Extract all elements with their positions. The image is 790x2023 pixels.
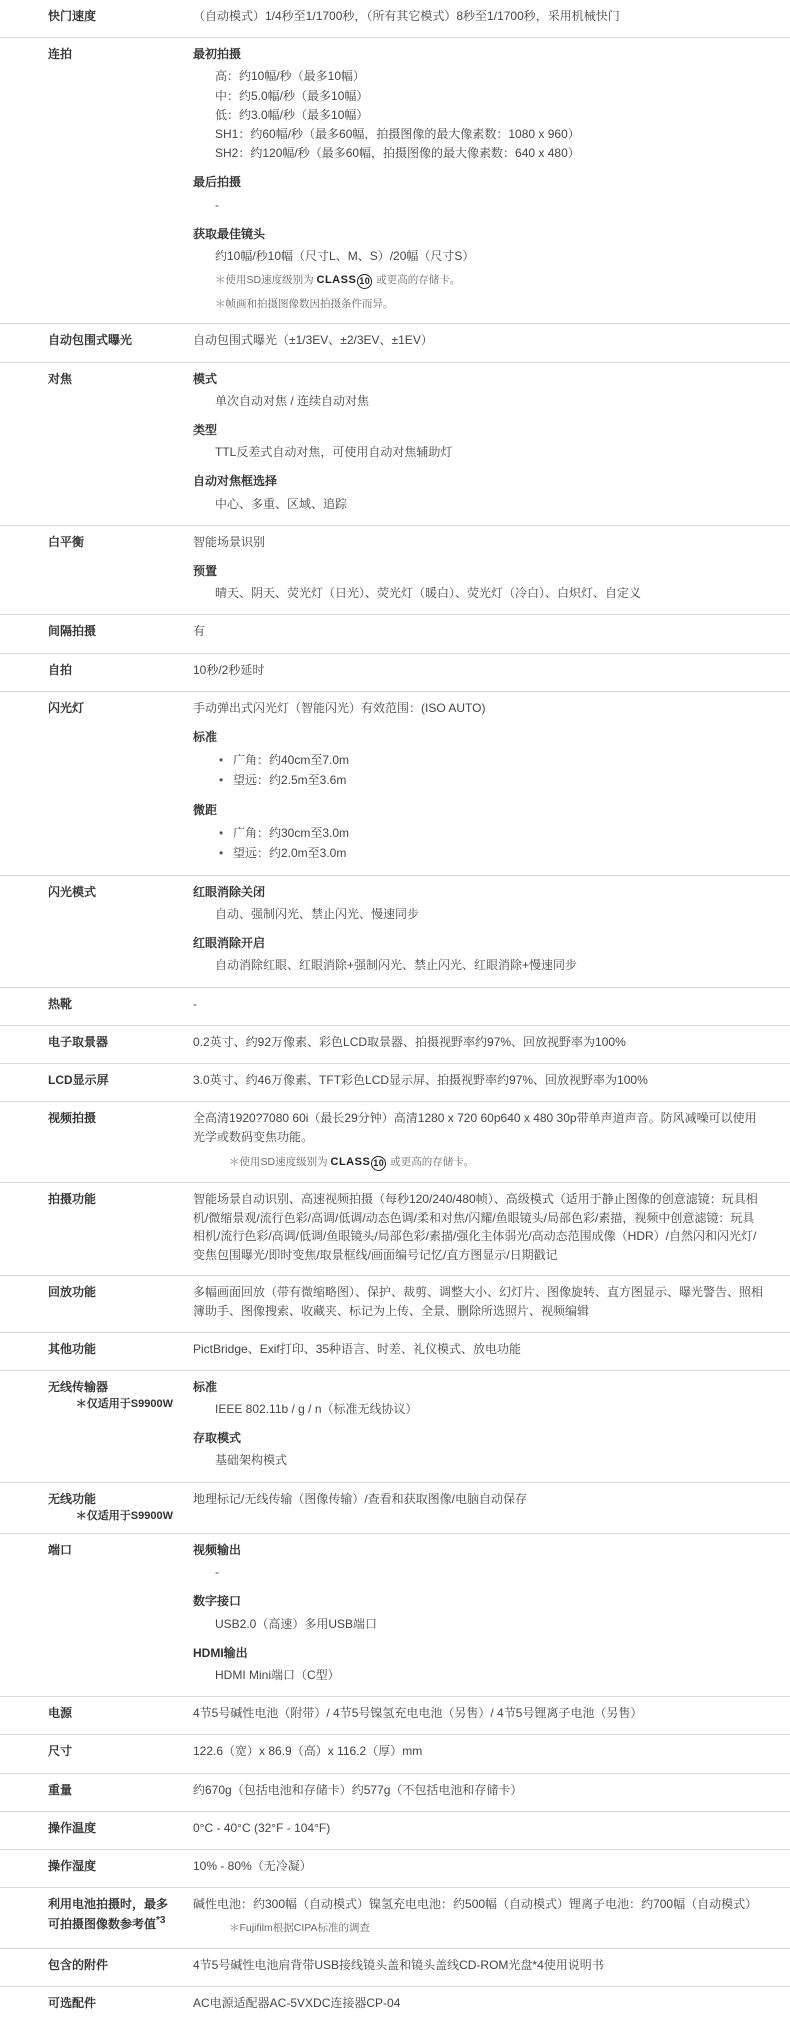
spec-line: 4节5号碱性电池 <box>193 1958 279 1973</box>
spec-label-wireless-function <box>0 1482 183 1534</box>
sd-class-badge: CLASS 10 <box>331 1154 388 1172</box>
spec-group <box>193 45 766 163</box>
spec-group-body <box>193 331 766 350</box>
spec-group <box>193 1429 766 1470</box>
spec-group-body <box>193 392 766 411</box>
spec-line: 自动消除红眼、红眼消除+强制闪光、禁止闪光、红眼消除+慢速同步 <box>215 958 578 973</box>
spec-group <box>193 622 766 641</box>
spec-group-body <box>193 1666 766 1685</box>
spec-group-body <box>193 495 766 514</box>
spec-group-body <box>193 443 766 462</box>
spec-line: 约577g（不包括电池和存储卡） <box>351 1782 523 1797</box>
table-row <box>0 0 790 38</box>
spec-label-text: 无线功能 <box>48 1491 97 1506</box>
spec-label-text: 电源 <box>48 1706 73 1721</box>
spec-footnote: ＊使用SD速度级别为 CLASS 10 或更高的存储卡。 <box>193 1154 766 1172</box>
spec-value-interval-shooting <box>183 615 790 653</box>
spec-group <box>193 934 766 975</box>
spec-line: 中心、多重、区域、追踪 <box>215 496 348 511</box>
spec-group <box>193 1742 766 1761</box>
spec-group-body <box>193 1742 766 1761</box>
spec-value-lcd-monitor <box>183 1063 790 1101</box>
spec-label-text: 闪光模式 <box>48 884 97 899</box>
spec-label-continuous-shooting <box>0 38 183 324</box>
spec-group-body <box>193 995 766 1014</box>
spec-group-heading: 模式 <box>193 371 218 386</box>
spec-label-flash-modes <box>0 875 183 987</box>
spec-line: USB2.0（高速）多用USB端口 <box>215 1616 378 1631</box>
spec-group-heading: 自动对焦框选择 <box>193 474 278 489</box>
table-row <box>0 324 790 362</box>
spec-group <box>193 1490 766 1509</box>
table-row <box>0 1949 790 1987</box>
spec-line: 高清1280 x 720 60p <box>393 1111 501 1126</box>
spec-label-text: 快门速度 <box>48 9 97 23</box>
list-item: • 广角：约30cm至3.0m <box>233 823 766 843</box>
spec-line: 有 <box>193 624 206 639</box>
spec-line: 10秒/2秒延时 <box>193 662 265 677</box>
spec-label-text: 端口 <box>48 1543 73 1558</box>
list-item: • 望远：约2.0m至3.0m <box>233 843 766 863</box>
spec-label-self-timer <box>0 653 183 691</box>
spec-line: 碱性电池：约300幅（自动模式） <box>193 1897 370 1912</box>
spec-label-movie-recording <box>0 1102 183 1183</box>
spec-value-included-accessories <box>183 1949 790 1987</box>
spec-label-ports <box>0 1534 183 1697</box>
table-row <box>0 1183 790 1276</box>
spec-label-operating-temperature <box>0 1811 183 1849</box>
spec-group <box>193 1781 766 1800</box>
spec-group <box>193 1109 766 1171</box>
spec-line: - <box>215 197 219 212</box>
spec-group-heading: 预置 <box>193 563 218 578</box>
spec-label-note: ＊仅适用于S9900W <box>75 1397 173 1410</box>
table-row <box>0 653 790 691</box>
spec-value-hot-shoe <box>183 987 790 1025</box>
spec-value-power-supply <box>183 1697 790 1735</box>
spec-line: 约10幅/秒10幅（尺寸L、M、S）/20幅（尺寸S） <box>215 248 475 263</box>
spec-label-battery-life <box>0 1888 183 1949</box>
spec-value-focus <box>183 362 790 525</box>
spec-line: 曝光警告、照相簿助手、图像搜索、收藏夹、标记为上传、全景、删除所选照片、视频编辑 <box>193 1285 764 1319</box>
spec-group <box>193 533 766 552</box>
spec-group <box>193 7 766 26</box>
spec-group <box>193 995 766 1014</box>
spec-line: 意滤镜：玩具相机/微缩景观/流行色彩/高调/低调/动态色调/柔和对焦/闪耀/鱼眼镜头/局部色 <box>193 1192 758 1225</box>
spec-group-heading: 红眼消除关闭 <box>193 884 266 899</box>
table-row <box>0 525 790 615</box>
spec-group-body <box>193 1857 766 1876</box>
spec-group-body <box>193 1400 766 1419</box>
spec-label-interval-shooting <box>0 615 183 653</box>
spec-line: 号记忆/直方图显示/日期戳记 <box>407 1247 558 1262</box>
spec-label-text: 操作温度 <box>48 1820 97 1835</box>
spec-value-operating-temperature <box>183 1811 790 1849</box>
spec-label-auto-bracketing <box>0 324 183 362</box>
spec-line: DC连接器CP-04 <box>313 1995 401 2010</box>
spec-label-focus <box>0 362 183 525</box>
spec-group-heading: 标准 <box>193 1379 218 1394</box>
spec-line: 基础架构模式 <box>215 1453 288 1468</box>
spec-label-text: 自动包围式曝光 <box>48 333 133 348</box>
spec-value-ports <box>183 1534 790 1697</box>
spec-group <box>193 699 766 718</box>
spec-label-text: 对焦 <box>48 371 73 386</box>
table-row <box>0 1063 790 1101</box>
spec-label-included-accessories <box>0 1949 183 1987</box>
table-row <box>0 1986 790 2023</box>
spec-group-body <box>193 1451 766 1470</box>
table-row <box>0 1888 790 1949</box>
spec-group-heading: 存取模式 <box>193 1431 242 1446</box>
spec-group <box>193 225 766 313</box>
spec-group-heading: 类型 <box>193 423 218 438</box>
spec-line: HDMI Mini端口（C型） <box>215 1668 340 1683</box>
spec-line: 地理标记/无线传输（图像传输）/查看和获取图像/电脑自动保存 <box>193 1491 528 1506</box>
spec-group-body <box>193 1283 766 1320</box>
spec-label-text: 热靴 <box>48 996 73 1011</box>
spec-line: 手动弹出式闪光灯（智能闪光） <box>193 700 362 715</box>
spec-line: PictBridge、Exif打印、35种语言、时差、礼仪模式、放电功能 <box>193 1341 522 1356</box>
spec-line: 低：约3.0幅/秒（最多10幅） <box>215 107 369 122</box>
spec-group <box>193 421 766 462</box>
spec-line: （自动模式）1/4秒至1/1700秒，（所有其它模式）8秒至1/1700秒，采用机械快门 <box>193 9 620 23</box>
spec-line: 锂离子电池：约700幅（自动模式） <box>569 1897 758 1912</box>
spec-label-other-functions <box>0 1332 183 1370</box>
spec-label-text: 视频拍摄 <box>48 1111 97 1126</box>
spec-line: - <box>193 996 197 1011</box>
spec-value-battery-life <box>183 1888 790 1949</box>
spec-label-text: 电子取景器 <box>48 1034 109 1049</box>
spec-value-photography-functions <box>183 1183 790 1276</box>
spec-group-heading: 红眼消除开启 <box>193 936 266 951</box>
spec-line: 0.2英寸、约92万像素、彩色LCD取景器、拍摄视野率约97%、回放视野率为100% <box>193 1034 626 1049</box>
spec-group-body <box>193 7 766 26</box>
table-row <box>0 987 790 1025</box>
spec-label-text: 包含的附件 <box>48 1958 109 1973</box>
spec-value-wireless-function <box>183 1482 790 1534</box>
spec-group <box>193 1340 766 1359</box>
spec-group-body <box>193 533 766 552</box>
spec-line: SH2：约120幅/秒（最多60幅，拍摄图像的最大像素数：640 x 480） <box>215 146 580 161</box>
spec-value-flash <box>183 691 790 875</box>
spec-value-self-timer <box>183 653 790 691</box>
spec-group-body <box>193 1190 766 1264</box>
spec-line: 晴天、阴天、荧光灯（日光）、荧光灯（暖白）、荧光灯（冷白）、白炽灯、自定义 <box>215 586 642 601</box>
spec-label-shutter-speed <box>0 0 183 38</box>
spec-line: 10% - 80%（无冷凝） <box>193 1858 312 1873</box>
spec-line: SH1：约60幅/秒（最多60幅，拍摄图像的最大像素数：1080 x 960） <box>215 126 580 141</box>
spec-line: 单次自动对焦 / 连续自动对焦 <box>215 393 370 408</box>
spec-value-evf <box>183 1025 790 1063</box>
spec-label-text: 其他功能 <box>48 1341 97 1356</box>
spec-group <box>193 1956 766 1975</box>
spec-footnote: ＊Fujifilm根据CIPA标准的调查 <box>229 1922 370 1935</box>
spec-value-dimensions <box>183 1735 790 1773</box>
spec-line: 约670g（包括电池和存储卡） <box>193 1782 352 1797</box>
spec-group-body <box>193 905 766 924</box>
spec-group-heading: 标准 <box>193 729 218 744</box>
spec-value-auto-bracketing <box>183 324 790 362</box>
table-row <box>0 615 790 653</box>
spec-label-text: 无线传输器 <box>48 1379 109 1394</box>
spec-line: 中：约5.0幅/秒（最多10幅） <box>215 88 369 103</box>
spec-line: AC电源适配器AC-5VX <box>193 1995 314 2010</box>
spec-group-heading: HDMI输出 <box>193 1645 248 1660</box>
spec-label-playback-functions <box>0 1276 183 1332</box>
list-item: • 望远：约2.5m至3.6m <box>233 770 766 790</box>
spec-group-body <box>193 1704 766 1723</box>
table-row <box>0 1735 790 1773</box>
spec-value-wireless-transmitter <box>183 1370 790 1482</box>
spec-footnote: ＊帧画和拍摄图像数因拍摄条件而异。 <box>215 297 394 310</box>
spec-line: 高：约10幅/秒（最多10幅） <box>215 69 366 84</box>
table-row <box>0 1482 790 1534</box>
spec-group-heading: 获取最佳镜头 <box>193 226 266 241</box>
spec-group <box>193 1819 766 1838</box>
spec-group-heading: 最初拍摄 <box>193 47 242 62</box>
spec-line: 体弱光/高动态范围成像（HDR）/自然闪和闪光灯/变焦包围曝光/即时变焦/取景框线/画面编 <box>193 1229 757 1262</box>
table-row <box>0 1534 790 1697</box>
table-row <box>0 38 790 324</box>
spec-label-dimensions <box>0 1735 183 1773</box>
spec-line: USB接线 <box>314 1958 364 1973</box>
spec-group <box>193 801 766 864</box>
spec-group <box>193 173 766 214</box>
spec-group-body <box>193 1490 766 1509</box>
spec-label-text: LCD显示屏 <box>48 1072 109 1087</box>
spec-line: 0°C - 40°C (32°F - 104°F) <box>193 1820 331 1835</box>
spec-value-movie-recording <box>183 1102 790 1183</box>
spec-value-continuous-shooting <box>183 38 790 324</box>
spec-label-text: 白平衡 <box>48 534 85 549</box>
spec-line: 122.6（宽）x 86.9（高）x 116.2（厚）mm <box>193 1744 423 1759</box>
spec-group-body <box>193 196 766 215</box>
spec-group-body <box>193 699 766 718</box>
spec-group-body <box>193 584 766 603</box>
spec-line: 3.0英寸、约46万像素、TFT彩色LCD显示屏、拍摄视野率约97%、回放视野率为100% <box>193 1072 648 1087</box>
spec-label-text: 操作湿度 <box>48 1858 97 1873</box>
spec-group <box>193 1704 766 1723</box>
spec-label-text: 闪光灯 <box>48 700 85 715</box>
spec-line: 镍氢充电电池：约500幅（自动模式） <box>369 1897 570 1912</box>
spec-line: 使用说明书 <box>543 1958 604 1973</box>
spec-label-photography-functions <box>0 1183 183 1276</box>
spec-group-body <box>193 1895 766 1914</box>
spec-group <box>193 728 766 791</box>
table-row <box>0 875 790 987</box>
spec-group <box>193 883 766 924</box>
spec-label-text: 回放功能 <box>48 1285 97 1300</box>
table-row <box>0 1370 790 1482</box>
spec-group <box>193 472 766 513</box>
spec-label-text: 拍摄功能 <box>48 1192 97 1207</box>
spec-label-power-supply <box>0 1697 183 1735</box>
spec-group <box>193 1592 766 1633</box>
spec-label-evf <box>0 1025 183 1063</box>
spec-line: CD-ROM光盘*4 <box>459 1958 544 1973</box>
spec-label-weight <box>0 1773 183 1811</box>
spec-group-body <box>193 67 766 163</box>
spec-group-body <box>193 1340 766 1359</box>
spec-bullet-list <box>193 750 766 791</box>
spec-group <box>193 1644 766 1685</box>
spec-group-body <box>193 1033 766 1052</box>
spec-line: 镜头盖和镜头盖线 <box>363 1958 460 1973</box>
spec-line: 有效范围：(ISO AUTO) <box>361 700 486 715</box>
spec-label-text: 重量 <box>48 1782 73 1797</box>
spec-group-heading: 数字接口 <box>193 1594 242 1609</box>
table-row <box>0 1102 790 1183</box>
spec-label-wireless-transmitter <box>0 1370 183 1482</box>
spec-group <box>193 1994 766 2013</box>
spec-group-body <box>193 1109 766 1147</box>
spec-label-text: 尺寸 <box>48 1744 73 1759</box>
spec-line: 全高清1920?7080 60i（最长29分钟） <box>193 1111 394 1126</box>
spec-line: 智能场景自动识别、高速视频拍摄（每秒120/240/480帧）、高级模式（适用于静止图像的创 <box>193 1192 674 1207</box>
spec-group <box>193 1190 766 1264</box>
spec-label-operating-humidity <box>0 1849 183 1887</box>
spec-group-heading: 最后拍摄 <box>193 175 242 190</box>
spec-line: 自动、强制闪光、禁止闪光、慢速同步 <box>215 907 420 922</box>
spec-group <box>193 1541 766 1582</box>
spec-value-flash-modes <box>183 875 790 987</box>
spec-label-flash <box>0 691 183 875</box>
table-row <box>0 1332 790 1370</box>
spec-label-lcd-monitor <box>0 1063 183 1101</box>
spec-group <box>193 331 766 350</box>
spec-line: 智能场景识别 <box>193 534 266 549</box>
spec-value-operating-humidity <box>183 1849 790 1887</box>
spec-value-other-functions <box>183 1332 790 1370</box>
spec-group-body <box>193 1781 766 1800</box>
spec-group-body <box>193 247 766 266</box>
table-row <box>0 1276 790 1332</box>
table-row <box>0 362 790 525</box>
spec-label-note: ＊仅适用于S9900W <box>75 1509 173 1522</box>
table-row <box>0 1773 790 1811</box>
table-row <box>0 1811 790 1849</box>
spec-group <box>193 562 766 603</box>
spec-label-text: 可选配件 <box>48 1995 97 2010</box>
spec-line: 4节5号碱性电池（附带）/ 4节5号镍氢充电电池（另售）/ 4节5号锂离子电池（另售） <box>193 1706 643 1721</box>
spec-label-text: 自拍 <box>48 662 73 677</box>
spec-group <box>193 370 766 411</box>
spec-group <box>193 1283 766 1320</box>
spec-group-body <box>193 661 766 680</box>
spec-footnote: ＊使用SD速度级别为 CLASS 10 或更高的存储卡。 <box>193 272 766 290</box>
spec-group <box>193 1378 766 1419</box>
spec-group-body <box>193 1819 766 1838</box>
spec-line: 自动包围式曝光（±1/3EV、±2/3EV、±1EV） <box>193 333 433 348</box>
spec-group <box>193 1857 766 1876</box>
spec-group-body <box>193 1615 766 1634</box>
spec-value-shutter-speed <box>183 0 790 38</box>
spec-line: 肩背带 <box>278 1958 315 1973</box>
sd-class-badge: CLASS 10 <box>317 272 374 290</box>
spec-value-weight <box>183 1773 790 1811</box>
spec-value-white-balance <box>183 525 790 615</box>
spec-label-white-balance <box>0 525 183 615</box>
spec-group-body <box>193 956 766 975</box>
spec-label-hot-shoe <box>0 987 183 1025</box>
spec-line: 多幅画面回放（带有微缩略图）、保护、裁剪、调整大小、幻灯片、图像旋转、直方图显示、 <box>193 1285 680 1300</box>
spec-value-optional-accessories <box>183 1986 790 2023</box>
spec-group <box>193 1033 766 1052</box>
spec-line: IEEE 802.11b / g / n（标准无线协议） <box>215 1402 418 1417</box>
spec-line: - <box>215 1565 219 1580</box>
spec-line: 640 x 480 30p <box>500 1111 577 1126</box>
spec-group <box>193 1895 766 1937</box>
table-row <box>0 1697 790 1735</box>
spec-label-optional-accessories <box>0 1986 183 2023</box>
spec-label-text: 连拍 <box>48 47 73 62</box>
spec-group-body <box>193 1994 766 2013</box>
list-item: • 广角：约40cm至7.0m <box>233 750 766 770</box>
table-row <box>0 691 790 875</box>
spec-line: TTL反差式自动对焦，可使用自动对焦辅助灯 <box>215 445 453 460</box>
spec-label-text: 间隔拍摄 <box>48 624 97 639</box>
spec-group-heading: 视频输出 <box>193 1543 242 1558</box>
spec-line: 带单声道声音。防风减噪 <box>576 1111 709 1126</box>
spec-label-text: 利用电池拍摄时，最多可拍摄图像数参考值$^{*3}$ <box>48 1897 169 1932</box>
spec-group-body <box>193 1563 766 1582</box>
spec-group <box>193 1071 766 1090</box>
spec-value-playback-functions <box>183 1276 790 1332</box>
table-row <box>0 1025 790 1063</box>
footnote-marker: *3 <box>156 1915 166 1927</box>
spec-bullet-list <box>193 823 766 864</box>
spec-line: 可以使用光学或数码变焦功能。 <box>193 1111 757 1145</box>
spec-line: 彩/素描，视频中创意滤镜：玩具相机/流行色彩/高调/低调/鱼眼镜头/局部色彩/素描/强化主 <box>193 1210 755 1244</box>
spec-group-body <box>193 1956 766 1975</box>
spec-group-heading: 微距 <box>193 802 218 817</box>
spec-group-body <box>193 622 766 641</box>
spec-group <box>193 661 766 680</box>
table-row <box>0 1849 790 1887</box>
spec-group-body <box>193 1071 766 1090</box>
